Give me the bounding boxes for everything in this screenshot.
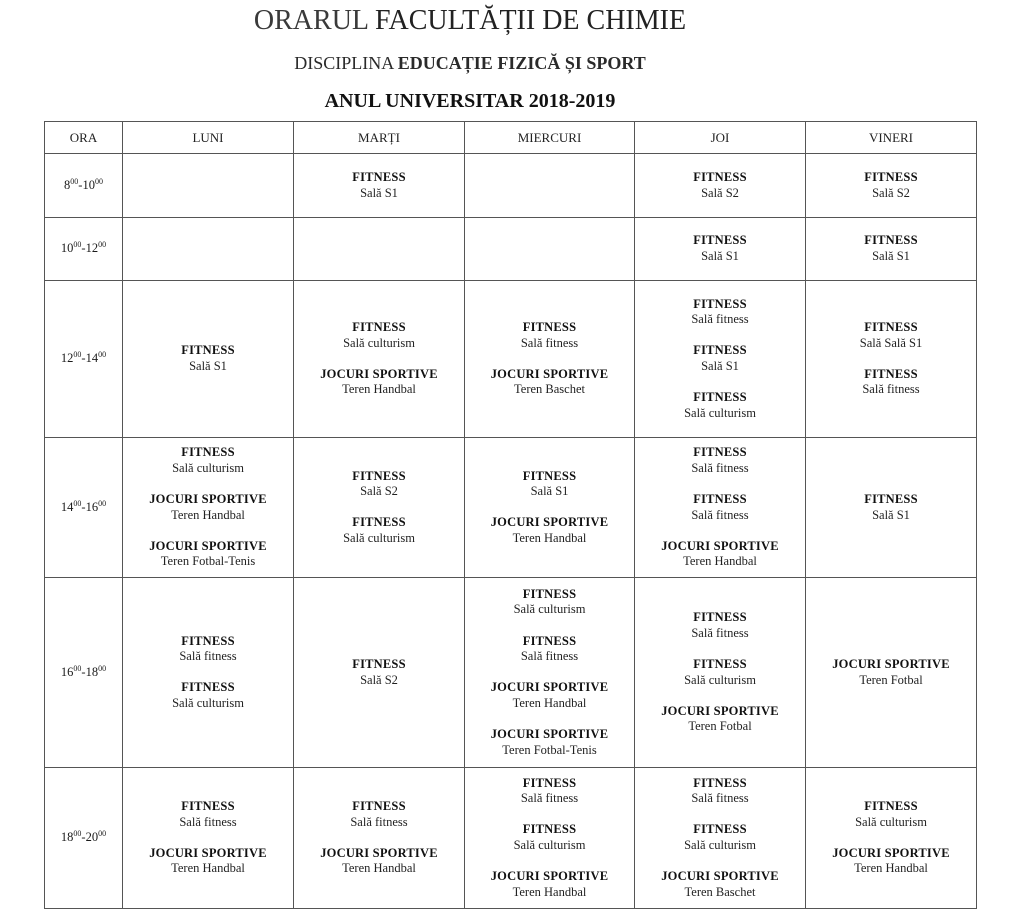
activity-location: Sală culturism (513, 602, 586, 617)
activity-location: Teren Handbal (171, 507, 245, 522)
hour-start-sup: 00 (70, 176, 79, 186)
hour-start: 18 (60, 830, 74, 845)
hour-end: 14 (85, 351, 99, 366)
activity-name: FITNESS (522, 586, 577, 601)
activity-name: JOCURI SPORTIVE (149, 538, 267, 553)
schedule-entry (123, 343, 293, 374)
activity-name: JOCURI SPORTIVE (490, 366, 609, 381)
activity-location: Teren Handbal (512, 884, 587, 899)
activity-location: Sală fitness (179, 649, 237, 664)
activity-name: FITNESS (522, 320, 577, 335)
activity-location: Teren Handbal (512, 530, 587, 545)
schedule-entry (635, 610, 805, 641)
activity-name: FITNESS (352, 320, 406, 335)
activity-location: Sală fitness (691, 625, 749, 640)
activity-name: JOCURI SPORTIVE (661, 538, 779, 553)
activity-location: Teren Baschet (684, 884, 756, 899)
schedule-entry (806, 170, 976, 201)
activity-name: FITNESS (864, 320, 918, 335)
schedule-entry (465, 515, 634, 546)
activity-name: FITNESS (352, 468, 406, 483)
schedule-entry (294, 170, 464, 201)
activity-location: Sală S1 (872, 249, 910, 263)
schedule-entry (294, 320, 464, 351)
activity-name: JOCURI SPORTIVE (661, 869, 779, 884)
schedule-entry (635, 776, 805, 807)
activity-location: Teren Fotbal (859, 672, 923, 687)
hour-start: 14 (60, 499, 74, 514)
schedule-entry (123, 539, 293, 570)
schedule-cell (806, 768, 977, 909)
discipline-title (0, 52, 940, 74)
activity-location: Sală fitness (691, 507, 749, 522)
schedule-cell (806, 281, 977, 438)
faculty-title-prefix: ORARUL (253, 5, 375, 36)
activity-location: Teren Handbal (342, 861, 416, 876)
schedule-cell (465, 154, 635, 218)
schedule-cell (294, 281, 465, 438)
schedule-cell (806, 154, 977, 218)
activity-name: JOCURI SPORTIVE (832, 656, 950, 671)
activity-name: FITNESS (352, 169, 406, 184)
activity-location: Teren Handbal (512, 695, 587, 710)
activity-location: Teren Handbal (854, 861, 928, 876)
schedule-entry (465, 469, 634, 500)
activity-location: Sală culturism (343, 335, 415, 350)
table-row (45, 578, 977, 768)
activity-location: Sală fitness (691, 312, 749, 327)
activity-location: Sală Sală S1 (859, 335, 923, 350)
activity-name: FITNESS (181, 633, 235, 648)
activity-name: FITNESS (693, 822, 747, 837)
schedule-entry (635, 233, 805, 264)
activity-name: JOCURI SPORTIVE (490, 727, 609, 742)
activity-name: JOCURI SPORTIVE (661, 703, 779, 718)
activity-name: FITNESS (864, 233, 918, 248)
faculty-title (0, 4, 940, 38)
hour-end: 20 (85, 830, 99, 845)
schedule-cell (294, 154, 465, 218)
schedule-entry (294, 515, 464, 546)
schedule-entry (294, 469, 464, 500)
hour-end-sup: 00 (98, 498, 107, 508)
activity-location: Teren Handbal (342, 382, 416, 397)
schedule-entry (806, 657, 976, 688)
schedule-entry (465, 680, 634, 711)
activity-name: FITNESS (693, 169, 747, 184)
schedule-entry (635, 704, 805, 735)
activity-name: FITNESS (864, 799, 918, 814)
hour-start: 16 (60, 664, 74, 679)
schedule-cell (806, 438, 977, 578)
discipline-title-name: EDUCAȚIE FIZICĂ ȘI SPORT (397, 53, 646, 73)
schedule-entry (294, 657, 464, 688)
activity-location: Sală fitness (520, 649, 579, 664)
schedule-entry (635, 539, 805, 570)
schedule-entry (465, 727, 634, 758)
schedule-cell (123, 218, 294, 281)
schedule-entry (806, 492, 976, 523)
hour-start: 10 (60, 241, 74, 256)
schedule-cell (806, 218, 977, 281)
hour-end: 10 (82, 177, 95, 192)
schedule-entry (123, 445, 293, 476)
activity-location: Teren Handbal (171, 861, 245, 876)
table-row (45, 218, 977, 281)
column-header: VINERI (806, 122, 977, 154)
activity-name: FITNESS (522, 633, 577, 648)
activity-location: Teren Fotbal (688, 719, 752, 734)
activity-location: Teren Fotbal-Tenis (160, 554, 256, 569)
hour-end: 18 (85, 664, 99, 679)
schedule-cell (294, 218, 465, 281)
activity-location: Sală fitness (350, 814, 408, 829)
activity-location: Sală S2 (360, 672, 398, 687)
hour-sep: - (81, 241, 86, 256)
hour-start: 8 (64, 177, 71, 192)
hour-start-sup: 00 (73, 240, 82, 250)
hour-end-sup: 00 (98, 350, 107, 360)
schedule-entry (294, 367, 464, 398)
schedule-entry (294, 846, 464, 877)
activity-location: Sală culturism (172, 460, 244, 475)
activity-location: Sală culturism (172, 695, 244, 710)
table-row (45, 438, 977, 578)
hour-end-sup: 00 (98, 663, 107, 673)
hour-cell (45, 218, 123, 281)
column-header: MARȚI (294, 122, 465, 154)
activity-location: Sală S1 (530, 484, 569, 499)
hour-cell (45, 281, 123, 438)
schedule-cell (123, 578, 294, 768)
schedule-cell (635, 768, 806, 909)
activity-name: FITNESS (352, 656, 406, 671)
activity-location: Sală fitness (520, 791, 579, 806)
schedule-entry (806, 320, 976, 351)
hour-sep: - (81, 830, 86, 845)
activity-name: FITNESS (864, 366, 918, 381)
activity-name: FITNESS (693, 233, 747, 248)
schedule-cell (465, 768, 635, 909)
schedule-entry (635, 390, 805, 421)
hour-cell (45, 154, 123, 218)
faculty-title-name: FACULTĂȚII DE CHIMIE (374, 5, 687, 36)
activity-name: FITNESS (693, 390, 747, 405)
schedule-entry (635, 170, 805, 201)
activity-name: FITNESS (693, 343, 747, 358)
schedule-entry (123, 492, 293, 523)
schedule-body (45, 154, 977, 909)
activity-name: FITNESS (864, 491, 918, 506)
schedule-entry (635, 492, 805, 523)
hour-end: 16 (85, 499, 99, 514)
schedule-cell (465, 578, 635, 768)
activity-name: FITNESS (181, 799, 235, 814)
schedule-cell (806, 578, 977, 768)
table-row (45, 154, 977, 218)
hour-start-sup: 00 (73, 350, 82, 360)
hour-sep: - (81, 664, 86, 679)
activity-name: FITNESS (693, 445, 747, 460)
schedule-entry (465, 776, 634, 807)
schedule-cell (465, 218, 635, 281)
schedule-cell (635, 218, 806, 281)
activity-location: Sală S1 (701, 249, 739, 263)
schedule-entry (123, 634, 293, 665)
activity-name: FITNESS (693, 775, 747, 790)
schedule-cell (123, 768, 294, 909)
activity-name: FITNESS (181, 343, 235, 358)
schedule-table (44, 121, 977, 909)
schedule-cell (294, 768, 465, 909)
hour-end: 12 (85, 241, 99, 256)
activity-location: Sală culturism (684, 672, 756, 687)
activity-name: JOCURI SPORTIVE (320, 845, 438, 860)
activity-name: FITNESS (352, 515, 406, 530)
schedule-entry (635, 657, 805, 688)
hour-start-sup: 00 (73, 663, 82, 673)
schedule-entry (635, 343, 805, 374)
activity-location: Sală culturism (684, 405, 756, 420)
activity-name: FITNESS (693, 296, 747, 311)
column-header: ORA (45, 122, 123, 154)
schedule-cell (123, 154, 294, 218)
activity-name: JOCURI SPORTIVE (490, 680, 609, 695)
hour-end-sup: 00 (98, 240, 107, 250)
activity-location: Sală S2 (872, 185, 910, 200)
table-row (45, 281, 977, 438)
schedule-cell (635, 578, 806, 768)
schedule-entry (635, 822, 805, 853)
activity-name: FITNESS (181, 680, 235, 695)
schedule-entry (123, 846, 293, 877)
column-header: LUNI (123, 122, 294, 154)
schedule-cell (635, 154, 806, 218)
hour-sep: - (81, 351, 86, 366)
activity-location: Sală S1 (872, 507, 910, 522)
column-header: MIERCURI (465, 122, 635, 154)
activity-name: FITNESS (181, 445, 235, 460)
hour-cell (45, 578, 123, 768)
hour-cell (45, 438, 123, 578)
activity-name: FITNESS (522, 468, 577, 483)
schedule-entry (806, 367, 976, 398)
activity-name: FITNESS (693, 656, 747, 671)
schedule-entry (806, 233, 976, 264)
column-header: JOI (635, 122, 806, 154)
schedule-entry (465, 367, 634, 398)
schedule-cell (294, 578, 465, 768)
activity-name: FITNESS (522, 775, 577, 790)
hour-start-sup: 00 (73, 829, 82, 839)
schedule-entry (465, 634, 634, 665)
activity-location: Sală S1 (701, 359, 739, 373)
schedule-cell (635, 438, 806, 578)
schedule-entry (806, 846, 976, 877)
hour-sep: - (78, 177, 83, 192)
schedule-entry (635, 869, 805, 900)
schedule-cell (123, 281, 294, 438)
hour-end-sup: 00 (94, 176, 103, 186)
activity-location: Sală S2 (360, 484, 398, 499)
schedule-entry (123, 799, 293, 830)
activity-location: Sală fitness (862, 382, 920, 397)
activity-name: JOCURI SPORTIVE (490, 515, 609, 530)
activity-name: JOCURI SPORTIVE (832, 845, 950, 860)
discipline-title-prefix: DISCIPLINA (294, 53, 398, 73)
hour-end-sup: 00 (98, 829, 107, 839)
hour-sep: - (81, 499, 86, 514)
schedule-entry (123, 680, 293, 711)
schedule-cell (465, 281, 635, 438)
activity-location: Sală fitness (520, 335, 579, 350)
schedule-entry (465, 320, 634, 351)
hour-start: 12 (60, 351, 74, 366)
activity-name: FITNESS (693, 610, 747, 625)
activity-location: Sală S2 (701, 185, 739, 200)
activity-location: Sală fitness (179, 814, 237, 829)
activity-location: Teren Fotbal-Tenis (502, 742, 597, 757)
activity-location: Sală culturism (684, 838, 756, 852)
schedule-cell (635, 281, 806, 438)
activity-location: Sală culturism (855, 814, 927, 829)
activity-location: Teren Handbal (683, 554, 757, 569)
activity-location: Sală S1 (360, 185, 398, 200)
header-row (45, 122, 977, 154)
schedule-entry (635, 445, 805, 476)
hour-cell (45, 768, 123, 909)
activity-location: Sală fitness (691, 791, 749, 806)
schedule-cell (123, 438, 294, 578)
activity-location: Sală culturism (343, 530, 415, 545)
activity-location: Sală culturism (513, 838, 586, 852)
activity-name: FITNESS (522, 822, 577, 837)
activity-name: JOCURI SPORTIVE (490, 869, 609, 884)
activity-location: Sală S1 (189, 359, 227, 373)
schedule-entry (465, 822, 634, 853)
activity-location: Sală fitness (691, 460, 749, 475)
schedule-cell (294, 438, 465, 578)
schedule-entry (294, 799, 464, 830)
academic-year-title: ANUL UNIVERSITAR 2018-2019 (324, 90, 616, 112)
schedule-entry (465, 869, 634, 900)
activity-name: JOCURI SPORTIVE (320, 366, 438, 381)
activity-name: FITNESS (693, 491, 747, 506)
activity-name: FITNESS (864, 169, 918, 184)
hour-start-sup: 00 (73, 498, 82, 508)
schedule-entry (465, 587, 634, 618)
activity-name: FITNESS (352, 799, 406, 814)
table-row (45, 768, 977, 909)
activity-name: JOCURI SPORTIVE (149, 491, 267, 506)
activity-location: Teren Baschet (514, 382, 585, 397)
activity-name: JOCURI SPORTIVE (149, 845, 267, 860)
schedule-cell (465, 438, 635, 578)
schedule-entry (635, 297, 805, 328)
schedule-entry (806, 799, 976, 830)
